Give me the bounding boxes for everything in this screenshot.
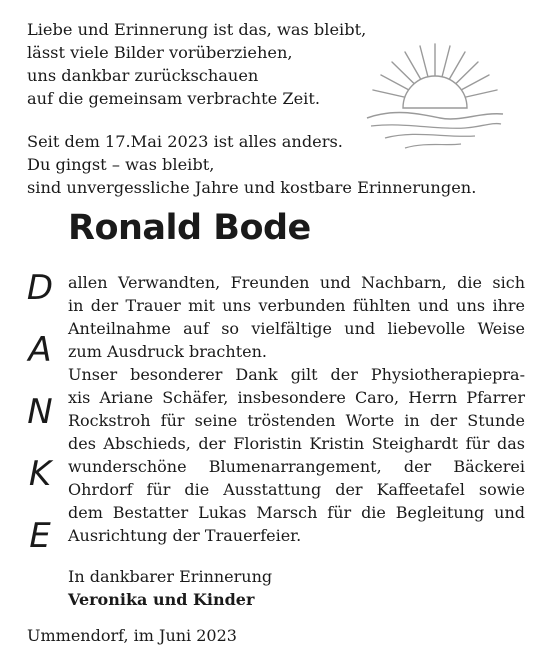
text-line: wunderschöne Blumenarrangement, der Bäckerei [68, 457, 525, 476]
poem-line: Du gingst – was bleibt, [27, 155, 215, 174]
poem-line: lässt viele Bilder vorüberziehen, [27, 43, 293, 62]
poem-line: auf die gemeinsam verbrachte Zeit. [27, 89, 320, 108]
text-line: dem Bestatter Lukas Marsch für die Begleitung und [68, 503, 525, 522]
deceased-name: Ronald Bode [68, 208, 311, 248]
text-line: Unser besonderer Dank gilt der Physiotherapiepra- [68, 365, 525, 384]
text-line: Anteilnahme auf so vielfältige und liebevolle Weise [68, 319, 525, 338]
danke-letter: D [26, 268, 54, 308]
closing-block [68, 565, 272, 611]
signature: Veronika und Kinder [68, 590, 255, 609]
poem-line: sind unvergessliche Jahre und kostbare Erinnerungen. [27, 178, 477, 197]
poem-line: uns dankbar zurückschauen [27, 66, 259, 85]
text-line: des Abschieds, der Floristin Kristin Steighardt für das [68, 434, 525, 453]
poem-stanza-1 [27, 18, 367, 110]
text-line: Rockstroh für seine tröstenden Worte in der Stunde [68, 411, 525, 430]
thank-you-text [68, 271, 525, 547]
text-line: zum Ausdruck brachten. [68, 342, 267, 361]
poem-line: Seit dem 17.Mai 2023 ist alles anders. [27, 132, 343, 151]
text-line: in der Trauer mit uns verbunden fühlten und uns ihre [68, 296, 525, 315]
danke-letter: E [29, 516, 51, 555]
text-line: Ausrichtung der Trauerfeier. [68, 526, 302, 545]
danke-letter: N [27, 392, 53, 432]
text-line: allen Verwandten, Freunden und Nachbarn, die sich [68, 273, 525, 292]
danke-letter: A [28, 330, 52, 370]
poem-stanza-2 [27, 130, 527, 199]
poem-line: Liebe und Erinnerung ist das, was bleibt, [27, 20, 367, 39]
place-date: Ummendorf, im Juni 2023 [27, 626, 237, 645]
text-line: xis Ariane Schäfer, insbesondere Caro, Herrn Pfarrer [68, 388, 525, 407]
danke-vertical-lettering [20, 265, 60, 555]
danke-letter: K [28, 454, 52, 494]
text-line: Ohrdorf für die Ausstattung der Kaffeetafel sowie [68, 480, 525, 499]
closing-phrase: In dankbarer Erinnerung [68, 567, 273, 586]
